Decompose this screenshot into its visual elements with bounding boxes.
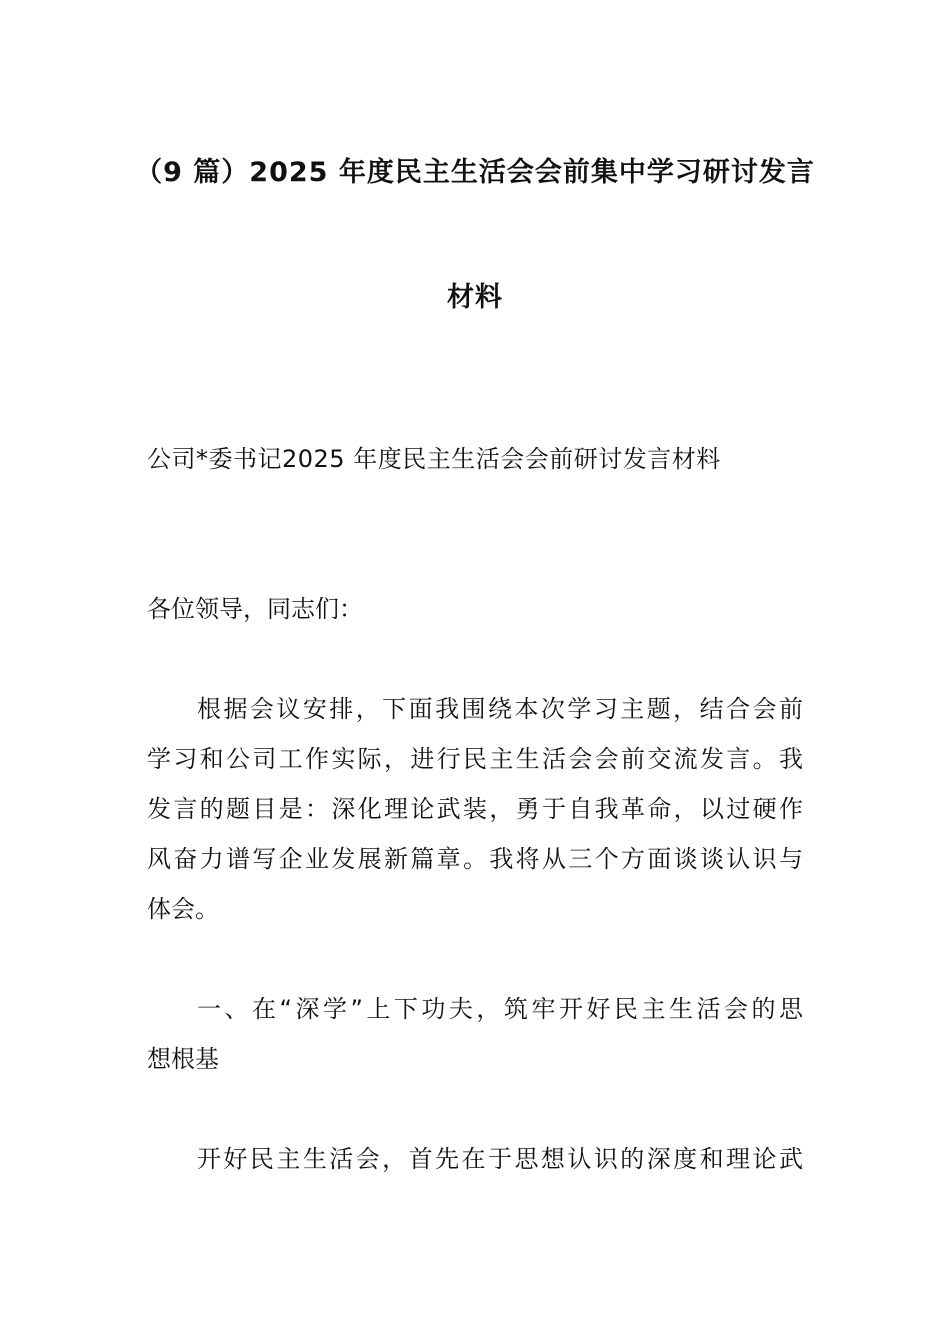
- paragraph-1-line: 风奋力谱写企业发展新篇章。我将从三个方面谈谈认识与: [147, 845, 803, 873]
- section-heading-1-line: 一、在“深学”上下功夫，筑牢开好民主生活会的思: [197, 995, 803, 1023]
- document-subtitle: 公司*委书记2025 年度民主生活会会前研讨发言材料: [147, 445, 721, 473]
- paragraph-1-line: 发言的题目是：深化理论武装，勇于自我革命，以过硬作: [147, 795, 803, 823]
- document-title-line-1: （9 篇）2025 年度民主生活会会前集中学习研讨发言: [135, 157, 815, 188]
- section-heading-1-line: 想根基: [147, 1045, 219, 1073]
- greeting: 各位领导，同志们：: [147, 595, 363, 623]
- document-title-line-2: 材料: [447, 282, 503, 313]
- paragraph-1-line: 根据会议安排，下面我围绕本次学习主题，结合会前: [197, 695, 803, 723]
- paragraph-1-line: 学习和公司工作实际，进行民主生活会会前交流发言。我: [147, 745, 803, 773]
- paragraph-2-line: 开好民主生活会，首先在于思想认识的深度和理论武: [197, 1145, 803, 1173]
- paragraph-1-line: 体会。: [147, 895, 219, 923]
